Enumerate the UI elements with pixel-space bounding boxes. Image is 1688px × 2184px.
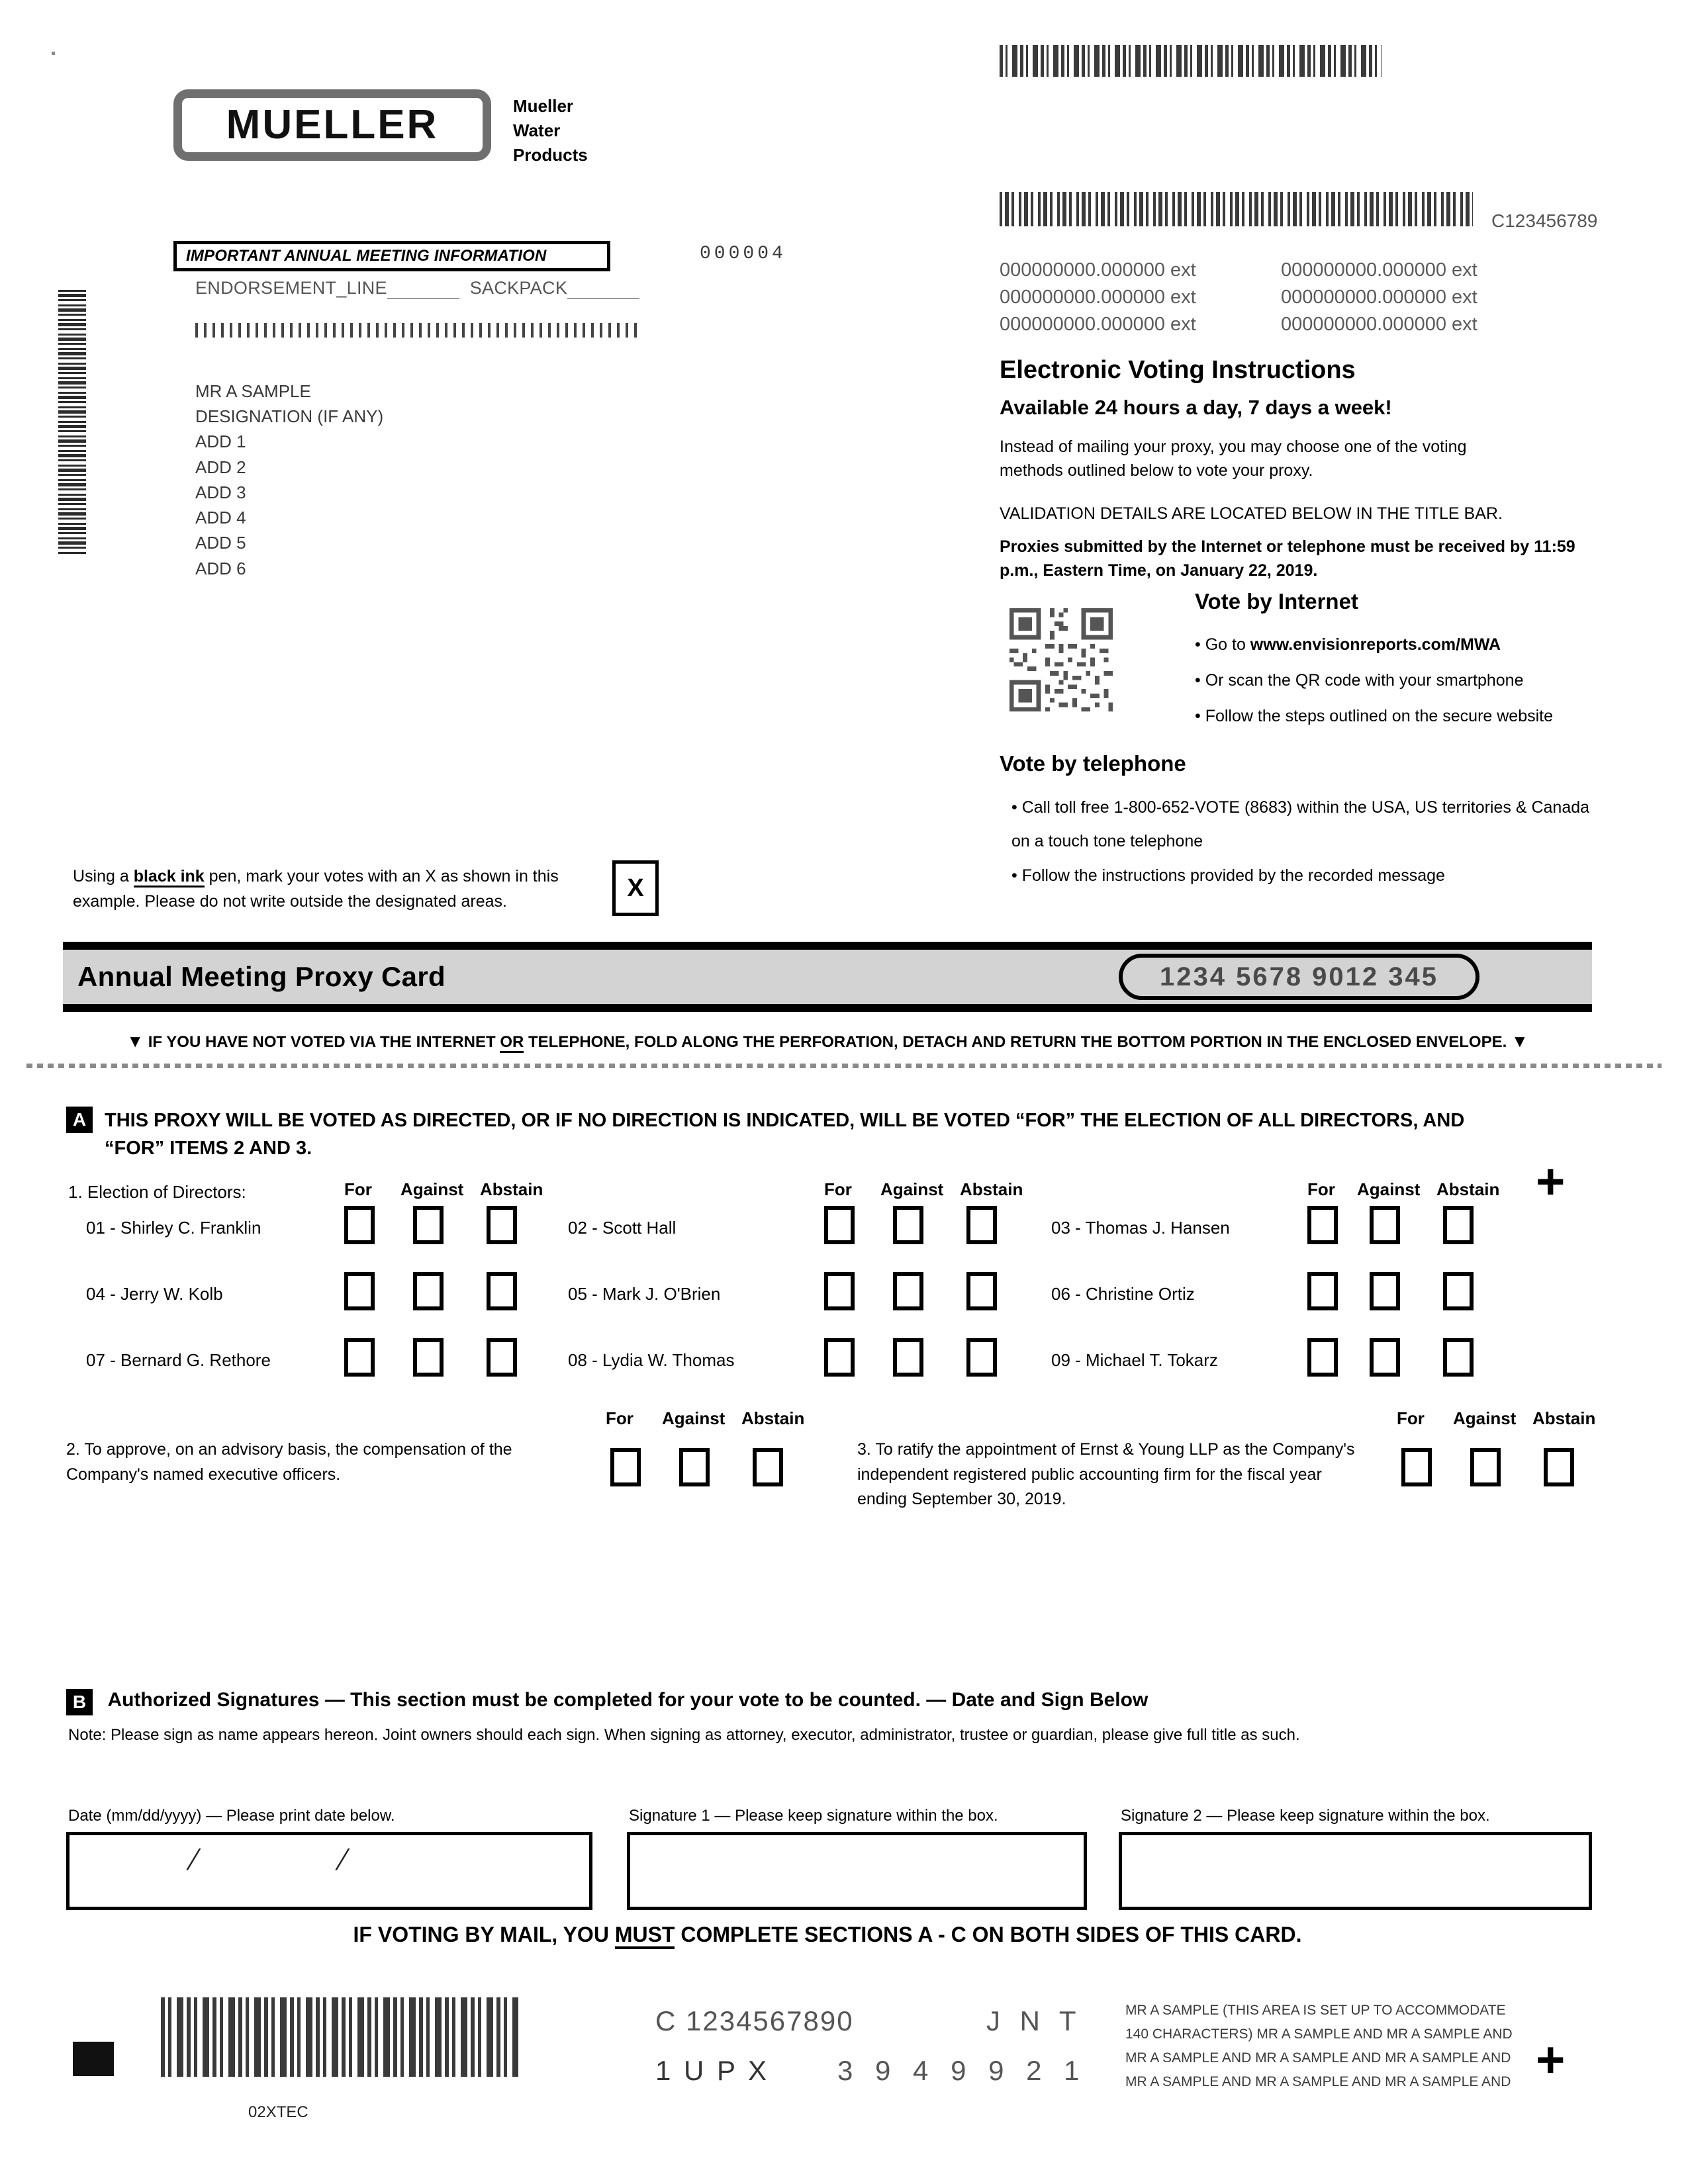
footer-sample-line: MR A SAMPLE (THIS AREA IS SET UP TO ACCOMMODATE: [1125, 2003, 1506, 2018]
title-bar-bottom-rule: [63, 1004, 1592, 1012]
date-field-label: Date (mm/dd/yyyy) — Please print date below.: [68, 1807, 395, 1825]
checkbox-04-against[interactable]: [413, 1272, 444, 1310]
must-emphasis: MUST: [615, 1923, 675, 1949]
checkbox-06-against[interactable]: [1370, 1272, 1400, 1310]
col-header-for-3: For: [1307, 1179, 1335, 1199]
vote-by-internet-bullets: [1195, 627, 1688, 734]
section-b-note: Note: Please sign as name appears hereon. Joint owners should each sign. When signing as attorney, executor, administrator, trustee or guardian, please give full title as such.: [68, 1726, 1300, 1744]
director-name-05: 05 - Mark J. O'Brien: [568, 1284, 721, 1304]
col-header-for-1: For: [344, 1179, 372, 1199]
section-a-badge: A: [66, 1107, 93, 1133]
col-header-for-2: For: [824, 1179, 852, 1199]
internet-bullet-1: • Go to www.envisionreports.com/MWA: [1195, 635, 1501, 654]
address-line: ADD 5: [195, 533, 246, 553]
section-b-badge: B: [66, 1689, 93, 1715]
black-ink-instruction: Using a black ink pen, mark your votes with an X as shown in this example. Please do not write outside the designated areas.: [73, 867, 559, 911]
footer-sample-line: 140 CHARACTERS) MR A SAMPLE AND MR A SAMPLE AND: [1125, 2026, 1513, 2042]
checkbox-07-for[interactable]: [344, 1338, 375, 1377]
checkbox-09-for[interactable]: [1307, 1338, 1338, 1377]
checkbox-07-abstain[interactable]: [487, 1338, 517, 1377]
triangle-left-icon: ▼: [126, 1031, 144, 1051]
mailing-address-block: [195, 379, 383, 581]
checkbox-03-against[interactable]: [1370, 1206, 1400, 1244]
checkbox-08-for[interactable]: [824, 1338, 855, 1377]
col-header-against-2: Against: [880, 1179, 944, 1199]
director-name-07: 07 - Bernard G. Rethore: [86, 1350, 271, 1370]
election-of-directors-label: 1. Election of Directors:: [68, 1182, 246, 1202]
checkbox-prop2-against[interactable]: [679, 1448, 710, 1486]
prop3-col-header-against: Against: [1453, 1408, 1517, 1428]
top-barcode-primary: [1000, 45, 1382, 77]
checkbox-prop2-abstain[interactable]: [753, 1448, 783, 1486]
electronic-voting-subtitle: Available 24 hours a day, 7 days a week!: [1000, 396, 1392, 419]
address-line: ADD 4: [195, 508, 246, 528]
internet-bullet-3: • Follow the steps outlined on the secure website: [1195, 706, 1554, 725]
prop2-col-header-for: For: [606, 1408, 633, 1428]
section-b: [66, 1689, 1523, 1715]
registration-plus-icon-top: +: [1536, 1154, 1566, 1210]
director-name-08: 08 - Lydia W. Thomas: [568, 1350, 735, 1370]
perforation-line: [26, 1064, 1662, 1068]
internet-bullet-2: • Or scan the QR code with your smartphone: [1195, 670, 1524, 690]
sequence-number: 000004: [700, 244, 786, 264]
registration-black-square: [73, 2042, 114, 2076]
ext-row: [1000, 257, 1562, 284]
date-input-box[interactable]: [66, 1832, 592, 1910]
telephone-bullet-2: • Follow the instructions provided by the recorded message: [1011, 866, 1445, 885]
address-line: ADD 6: [195, 558, 246, 578]
perforation-instruction: ▼ IF YOU HAVE NOT VOTED VIA THE INTERNET OR TELEPHONE, FOLD ALONG THE PERFORATION, DETACH AND RETURN THE BOTTOM PORTION IN THE ENCLOSED ENVELOPE. ▼: [63, 1031, 1592, 1052]
vote-by-internet-heading: Vote by Internet: [1195, 589, 1358, 614]
address-line: ADD 3: [195, 482, 246, 502]
example-x-mark: X: [627, 874, 644, 902]
important-info-banner: [173, 241, 610, 271]
checkbox-03-for[interactable]: [1307, 1206, 1338, 1244]
checkbox-prop3-against[interactable]: [1470, 1448, 1501, 1486]
footer-code-c: C 1234567890: [655, 2005, 854, 2036]
account-control-id: C123456789: [1491, 210, 1598, 231]
director-name-06: 06 - Christine Ortiz: [1051, 1284, 1195, 1304]
checkbox-prop3-for[interactable]: [1401, 1448, 1432, 1486]
address-line: ADD 1: [195, 432, 246, 452]
checkbox-09-abstain[interactable]: [1443, 1338, 1474, 1377]
top-barcode-secondary: [1000, 192, 1473, 226]
qr-code-icon: [1005, 604, 1117, 716]
checkbox-01-abstain[interactable]: [487, 1206, 517, 1244]
checkbox-prop3-abstain[interactable]: [1544, 1448, 1574, 1486]
checkbox-02-against[interactable]: [893, 1206, 923, 1244]
logo-subtitle: [513, 94, 588, 167]
proposal-2-text: 2. To approve, on an advisory basis, the compensation of the Company's named executive officers.: [66, 1440, 512, 1484]
date-slash-1: /: [184, 1839, 203, 1880]
date-slash-2: /: [333, 1839, 352, 1880]
checkbox-08-against[interactable]: [893, 1338, 923, 1377]
address-line: MR A SAMPLE: [195, 381, 311, 401]
director-name-01: 01 - Shirley C. Franklin: [86, 1218, 261, 1238]
signature-1-input-box[interactable]: [627, 1832, 1087, 1910]
endorsement-line: [195, 278, 639, 298]
footer-sample-text: [1125, 1999, 1516, 2094]
signature-2-input-box[interactable]: [1119, 1832, 1592, 1910]
ext-values-grid: [1000, 257, 1562, 339]
mail-completion-note: IF VOTING BY MAIL, YOU MUST COMPLETE SECTIONS A - C ON BOTH SIDES OF THIS CARD.: [63, 1923, 1592, 1947]
ext-value: 000000000.000000 ext: [1281, 314, 1477, 336]
director-name-03: 03 - Thomas J. Hansen: [1051, 1218, 1230, 1238]
ext-value: 000000000.000000 ext: [1000, 314, 1196, 336]
vote-by-telephone-heading: Vote by telephone: [1000, 751, 1186, 776]
ext-value: 000000000.000000 ext: [1281, 259, 1477, 281]
section-a-heading: THIS PROXY WILL BE VOTED AS DIRECTED, OR IF NO DIRECTION IS INDICATED, WILL BE VOTED “FOR” THE ELECTION OF ALL DIRECTORS, AND “FOR” ITEMS 2 AND 3.: [105, 1110, 1465, 1160]
envision-url[interactable]: www.envisionreports.com/MWA: [1250, 635, 1501, 654]
footer-sample-line: MR A SAMPLE AND MR A SAMPLE AND MR A SAMPLE AND: [1125, 2050, 1511, 2066]
col-header-abstain-2: Abstain: [960, 1179, 1023, 1199]
checkbox-01-against[interactable]: [413, 1206, 444, 1244]
col-header-abstain-3: Abstain: [1436, 1179, 1500, 1199]
footer-code-num: 3 9 4 9 9 2 1: [837, 2055, 1087, 2086]
checkbox-05-for[interactable]: [824, 1272, 855, 1310]
checkbox-05-abstain[interactable]: [966, 1272, 997, 1310]
black-ink-emphasis: black ink: [134, 867, 205, 887]
checkbox-06-for[interactable]: [1307, 1272, 1338, 1310]
signature-1-field-label: Signature 1 — Please keep signature within the box.: [629, 1807, 998, 1825]
ext-value: 000000000.000000 ext: [1281, 287, 1477, 308]
or-emphasis: OR: [500, 1033, 524, 1053]
page-title: Annual Meeting Proxy Card: [77, 961, 445, 992]
checkbox-06-abstain[interactable]: [1443, 1272, 1474, 1310]
ext-value: 000000000.000000 ext: [1000, 287, 1196, 308]
logo-subtitle-line-2: Water: [513, 120, 561, 140]
section-b-heading: Authorized Signatures — This section must be completed for your vote to be counted. — Date and Sign Below: [107, 1689, 1149, 1711]
triangle-right-icon: ▼: [1511, 1031, 1528, 1051]
address-line: ADD 2: [195, 457, 246, 477]
ext-value: 000000000.000000 ext: [1000, 259, 1196, 281]
proxy-deadline-note: Proxies submitted by the Internet or telephone must be received by 11:59 p.m., Eastern Time, on January 22, 2019.: [1000, 537, 1575, 580]
director-name-09: 09 - Michael T. Tokarz: [1051, 1350, 1218, 1370]
vote-by-telephone-bullets: [1011, 791, 1607, 893]
col-header-against-1: Against: [400, 1179, 464, 1199]
footer-code-upx: 1 U P X: [655, 2055, 769, 2086]
postal-barcode-mask: [195, 310, 642, 323]
col-header-against-3: Against: [1357, 1179, 1421, 1199]
logo-subtitle-line-1: Mueller: [513, 96, 574, 116]
example-mark-box: [612, 860, 659, 916]
proposal-3-text: 3. To ratify the appointment of Ernst & Young LLP as the Company's independent registered public accounting firm for the fiscal year ending September 30, 2019.: [857, 1440, 1355, 1508]
ext-row: [1000, 284, 1562, 311]
prop3-col-header-for: For: [1397, 1408, 1425, 1428]
logo-subtitle-line-3: Products: [513, 144, 588, 165]
mueller-logo: [173, 89, 491, 161]
ext-row: [1000, 311, 1562, 338]
footer-code-jnt: J N T: [986, 2005, 1082, 2036]
checkbox-prop2-for[interactable]: [610, 1448, 641, 1486]
signature-2-field-label: Signature 2 — Please keep signature within the box.: [1121, 1807, 1490, 1825]
prop2-col-header-against: Against: [662, 1408, 726, 1428]
endorsement-label: ENDORSEMENT_LINE: [195, 278, 387, 298]
checkbox-02-for[interactable]: [824, 1206, 855, 1244]
checkbox-03-abstain[interactable]: [1443, 1206, 1474, 1244]
validation-details-note: VALIDATION DETAILS ARE LOCATED BELOW IN THE TITLE BAR.: [1000, 504, 1503, 523]
director-name-04: 04 - Jerry W. Kolb: [86, 1284, 223, 1304]
prop2-col-header-abstain: Abstain: [741, 1408, 805, 1428]
title-bar-top-rule: [63, 942, 1592, 950]
section-a: [66, 1107, 1523, 1162]
footer-barcode: [161, 1997, 518, 2077]
registration-plus-icon-bottom: +: [1536, 2032, 1566, 2088]
address-line: DESIGNATION (IF ANY): [195, 406, 384, 427]
checkbox-04-for[interactable]: [344, 1272, 375, 1310]
prop3-col-header-abstain: Abstain: [1532, 1408, 1596, 1428]
logo-wordmark: MUELLER: [226, 102, 439, 148]
form-code: 02XTEC: [248, 2103, 308, 2121]
important-info-text: IMPORTANT ANNUAL MEETING INFORMATION: [186, 247, 547, 265]
checkbox-09-against[interactable]: [1370, 1338, 1400, 1377]
checkbox-01-for[interactable]: [344, 1206, 375, 1244]
checkbox-07-against[interactable]: [413, 1338, 444, 1377]
director-name-02: 02 - Scott Hall: [568, 1218, 677, 1238]
sackpack-label: SACKPACK: [469, 278, 568, 298]
checkbox-04-abstain[interactable]: [487, 1272, 517, 1310]
section-a-header-row: [66, 1107, 1523, 1162]
electronic-voting-intro: Instead of mailing your proxy, you may choose one of the voting methods outlined below to vote your proxy.: [1000, 437, 1467, 480]
control-number-badge: 1234 5678 9012 345: [1119, 954, 1479, 1000]
checkbox-08-abstain[interactable]: [966, 1338, 997, 1377]
checkbox-02-abstain[interactable]: [966, 1206, 997, 1244]
checkbox-05-against[interactable]: [893, 1272, 923, 1310]
col-header-abstain-1: Abstain: [480, 1179, 543, 1199]
corner-registration-dot: [52, 52, 55, 55]
electronic-voting-title: Electronic Voting Instructions: [1000, 356, 1356, 384]
footer-sample-line: MR A SAMPLE AND MR A SAMPLE AND MR A SAMPLE AND: [1125, 2074, 1511, 2090]
vertical-barcode: [58, 290, 86, 555]
telephone-bullet-1: • Call toll free 1-800-652-VOTE (8683) within the USA, US territories & Canada on a touch tone telephone: [1011, 798, 1590, 851]
